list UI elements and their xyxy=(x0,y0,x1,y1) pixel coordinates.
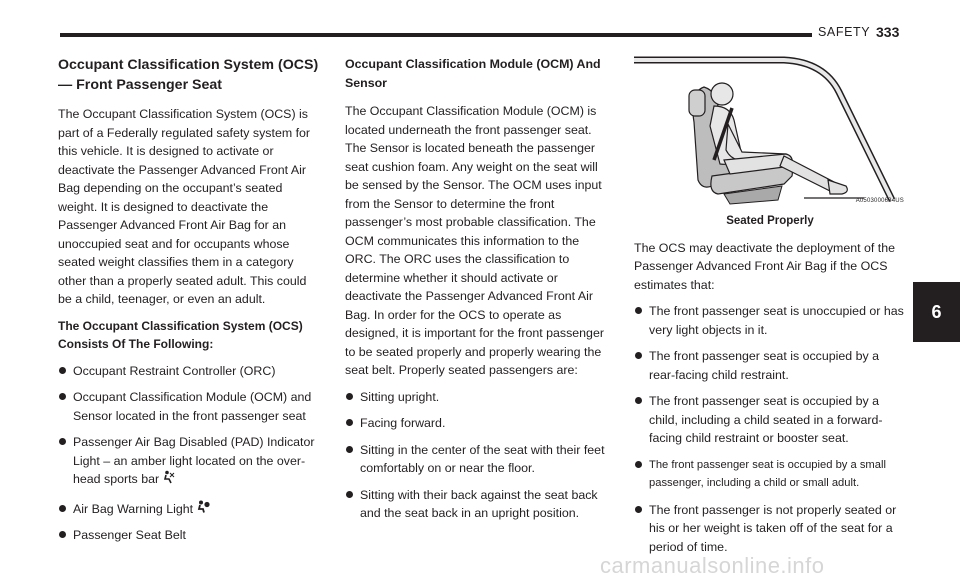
bullet-icon xyxy=(59,505,66,512)
column-3 xyxy=(634,52,906,564)
list-item: The front passenger is not properly seated or his or her weight is taken off of the seat for a period of time. xyxy=(634,501,906,557)
bullet-icon xyxy=(635,397,642,404)
figure-code: A0503000634US xyxy=(855,197,904,204)
seated-properly-figure xyxy=(634,52,906,212)
list-item: The front passenger seat is occupied by a small passenger, including a child or small adult. xyxy=(634,456,906,493)
watermark: carmanualsonline.info xyxy=(600,553,825,578)
running-header-section: SAFETY xyxy=(818,25,871,39)
figure-caption: Seated Properly xyxy=(726,215,814,227)
chapter-tab: 6 xyxy=(913,282,960,342)
bullet-icon xyxy=(346,491,353,498)
components-heading: The Occupant Classification System (OCS) Consists Of The Following: xyxy=(58,318,303,351)
list-item: Sitting upright. xyxy=(345,388,607,407)
list-item: The front passenger seat is occupied by a rear-facing child restraint. xyxy=(634,347,906,384)
ocs-deactivate-paragraph: The OCS may deactivate the deployment of the Passenger Advanced Front Air Bag if the OCS estimates that: xyxy=(634,240,896,292)
bullet-icon xyxy=(635,307,642,314)
list-item: Air Bag Warning Light xyxy=(58,500,320,519)
bullet-icon xyxy=(346,393,353,400)
seated-passenger-illustration xyxy=(634,52,906,212)
list-item: The front passenger seat is occupied by a child, including a child seated in a forward-facing child restraint or booster seat. xyxy=(634,392,906,448)
list-item: Sitting in the center of the seat with their feet comfortably on or near the floor. xyxy=(345,441,607,478)
section-title: Occupant Classification System (OCS) — Front Passenger Seat xyxy=(58,57,319,93)
ocm-paragraph: The Occupant Classification Module (OCM) is located underneath the front passenger seat. The Sensor is located beneath the passenger seat cushion foam. Any weight on the seat will be sensed by the Sensor. The OCM uses input from the Sensor to determine the front passenger’s most probable classification. The OCM communicates this information to the ORC. The ORC uses the classification to determine whether it should activate or deactivate the Passenger Advanced Front Air Bag. In order for the OCS to operate as designed, it is important for the front passenger to be seated properly and properly wearing the seat belt. Properly seated passengers are: xyxy=(345,104,604,377)
bullet-icon xyxy=(346,446,353,453)
bullet-icon xyxy=(59,438,66,445)
deactivation-conditions-list xyxy=(634,302,906,556)
ocs-intro-paragraph: The Occupant Classification System (OCS) is part of a Federally regulated safety system for this vehicle. It is designed to activate or deactivate the Passenger Advanced Front Air Bag depending on the occupant’s seated weight. It is designed to deactivate the Passenger Advanced Front Air Bag for an unoccupied seat and for occupants whose seated weight classifies them in a category other than a properly seated adult. This could be a child, teenager, or even an adult. xyxy=(58,107,311,306)
bullet-icon xyxy=(59,367,66,374)
bullet-icon xyxy=(635,506,642,513)
bullet-icon xyxy=(346,419,353,426)
list-item: Passenger Air Bag Disabled (PAD) Indicator Light – an amber light located on the over-head sports bar xyxy=(58,433,320,490)
list-item: Occupant Restraint Controller (ORC) xyxy=(58,362,320,381)
airbag-warning-icon xyxy=(197,500,210,519)
header-rule xyxy=(60,33,812,37)
properly-seated-list xyxy=(345,388,607,523)
page-number: 333 xyxy=(876,24,900,40)
list-item: Occupant Classification Module (OCM) and Sensor located in the front passenger seat xyxy=(58,388,320,425)
bullet-icon xyxy=(635,461,642,468)
list-item: The front passenger seat is unoccupied or has very light objects in it. xyxy=(634,302,906,339)
column-2 xyxy=(345,55,607,531)
list-item: Facing forward. xyxy=(345,414,607,433)
list-item: Passenger Seat Belt xyxy=(58,526,320,545)
column-1 xyxy=(58,55,320,553)
bullet-icon xyxy=(59,531,66,538)
list-item: Sitting with their back against the seat back and the seat back in an upright position. xyxy=(345,486,607,523)
ocm-heading: Occupant Classification Module (OCM) And Sensor xyxy=(345,57,601,90)
bullet-icon xyxy=(59,393,66,400)
bullet-icon xyxy=(635,352,642,359)
components-list xyxy=(58,362,320,545)
passenger-airbag-disabled-icon xyxy=(163,470,175,490)
